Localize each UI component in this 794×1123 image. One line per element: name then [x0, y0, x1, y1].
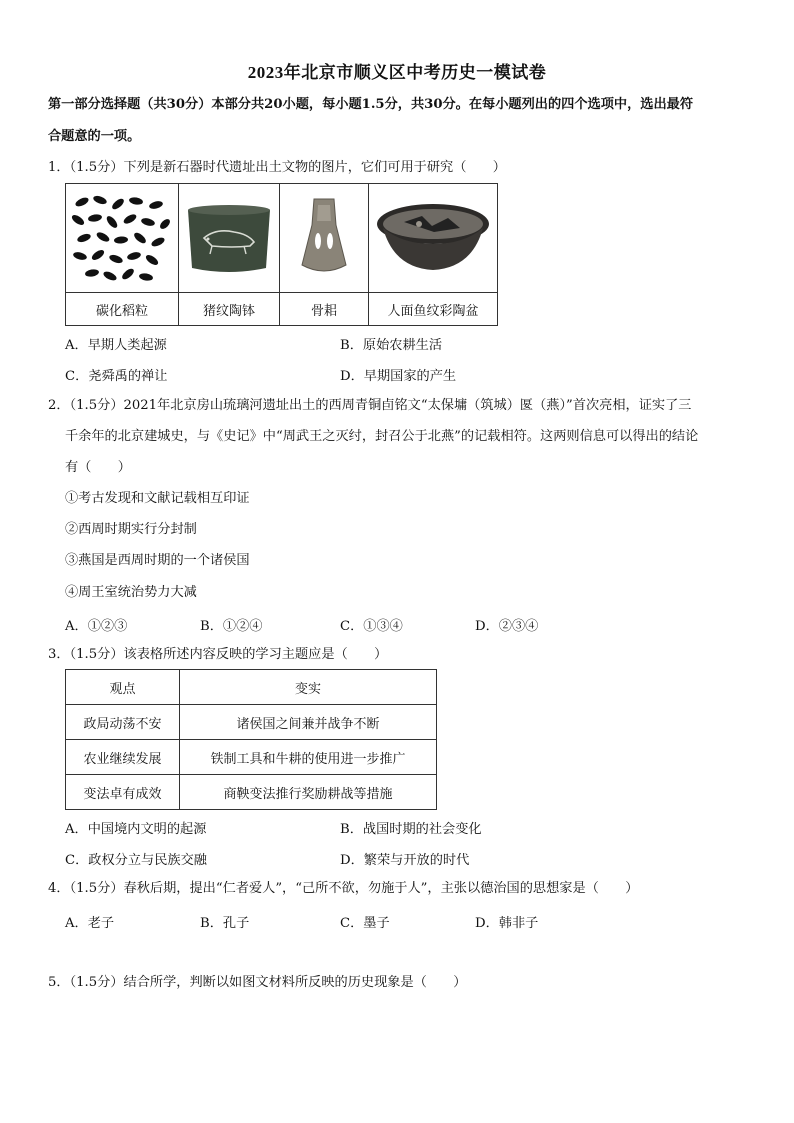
q4-option-b[interactable]: B．孔子 — [200, 916, 250, 931]
q3-option-d[interactable]: D．繁荣与开放的时代 — [340, 853, 470, 868]
q3-option-b[interactable]: B．战国时期的社会变化 — [340, 822, 482, 837]
artifact-label: 骨耜 — [280, 293, 369, 326]
q2-option-d[interactable]: D．②③④ — [475, 619, 539, 634]
table-cell: 诸侯国之间兼并战争不断 — [180, 705, 437, 740]
q4-option-a[interactable]: A．老子 — [65, 916, 115, 931]
q5-stem: 5．（1.5分）结合所学，判断以如图文材料所反映的历史现象是（ ） — [48, 975, 467, 990]
q3-stem: 3．（1.5分）该表格所述内容反映的学习主题应是（ ） — [48, 647, 388, 662]
table-row — [66, 740, 437, 775]
table-header-cell: 观点 — [66, 670, 180, 705]
table-cell: 变法卓有成效 — [66, 775, 180, 810]
page-title: 2023年北京市顺义区中考历史一模试卷 — [247, 63, 547, 82]
section-instructions-line2: 合题意的一项。 — [48, 129, 141, 144]
q4-stem: 4．（1.5分）春秋后期，提出“仁者爱人”，“己所不欲，勿施于人”，主张以德治国的思想家是（ ） — [48, 881, 639, 896]
q2-option-b[interactable]: B．①②④ — [200, 619, 263, 634]
q2-item-1: ①考古发现和文献记载相互印证 — [65, 491, 250, 506]
q1-option-c[interactable]: C．尧舜禹的禅让 — [65, 369, 168, 384]
q1-stem: 1．（1.5分）下列是新石器时代遗址出土文物的图片，它们可用于研究（ ） — [48, 160, 506, 175]
table-header-row — [66, 670, 437, 705]
table-row — [66, 775, 437, 810]
table-header-cell: 变实 — [180, 670, 437, 705]
q4-option-c[interactable]: C．墨子 — [340, 916, 390, 931]
q2-option-a[interactable]: A．①②③ — [65, 619, 128, 634]
artifact-label: 猪纹陶钵 — [179, 293, 280, 326]
pig-pottery-icon — [179, 184, 280, 293]
q1-option-a[interactable]: A．早期人类起源 — [65, 338, 167, 353]
q2-stem-line3: 有（ ） — [65, 460, 131, 475]
table-cell: 政局动荡不安 — [66, 705, 180, 740]
artifact-label: 人面鱼纹彩陶盆 — [369, 293, 498, 326]
q2-option-c[interactable]: C．①③④ — [340, 619, 403, 634]
bone-spade-icon — [280, 184, 369, 293]
q2-item-4: ④周王室统治势力大减 — [65, 585, 197, 600]
q3-table — [65, 669, 437, 810]
rice-grains-icon — [66, 184, 179, 293]
q3-option-c[interactable]: C．政权分立与民族交融 — [65, 853, 207, 868]
painted-basin-icon — [369, 184, 498, 293]
artifact-label: 碳化稻粒 — [66, 293, 179, 326]
table-cell: 商鞅变法推行奖励耕战等措施 — [180, 775, 437, 810]
q4-option-d[interactable]: D．韩非子 — [475, 916, 539, 931]
section-instructions-line1: 第一部分选择题（共30分）本部分共20小题，每小题1.5分，共30分。在每小题列出的四个选项中，选出最符 — [48, 97, 694, 112]
q2-stem-line2: 千余年的北京建城史，与《史记》中“周武王之灭纣，封召公于北燕”的记载相符。这两则信息可以得出的结论 — [65, 429, 699, 444]
q1-artifact-table — [65, 183, 498, 326]
q1-option-d[interactable]: D．早期国家的产生 — [340, 369, 457, 384]
q1-option-b[interactable]: B．原始农耕生活 — [340, 338, 443, 353]
table-row — [66, 705, 437, 740]
q2-stem-line1: 2．（1.5分）2021年北京房山琉璃河遗址出土的西周青铜卣铭文“太保墉（筑城）匽（燕）”首次亮相，证实了三 — [48, 398, 692, 413]
q2-item-3: ③燕国是西周时期的一个诸侯国 — [65, 553, 250, 568]
q3-option-a[interactable]: A．中国境内文明的起源 — [65, 822, 207, 837]
q2-item-2: ②西周时期实行分封制 — [65, 522, 197, 537]
table-cell: 农业继续发展 — [66, 740, 180, 775]
table-cell: 铁制工具和牛耕的使用进一步推广 — [180, 740, 437, 775]
